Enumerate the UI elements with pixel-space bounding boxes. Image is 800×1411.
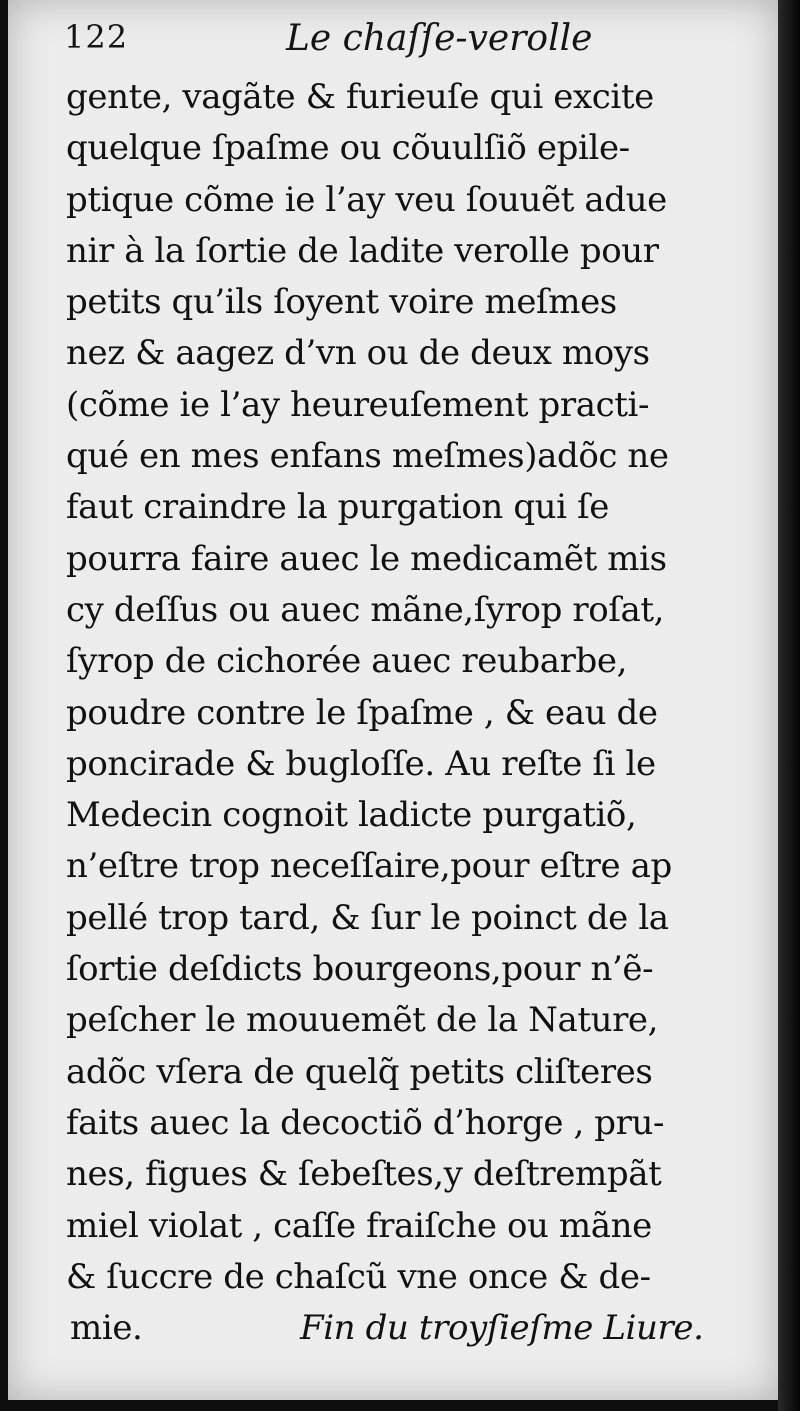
- text-line: gente, vagãte & furieuſe qui excite: [66, 77, 654, 117]
- text-line: quelque ſpaſme ou cõuulſiõ epile-: [66, 128, 630, 169]
- book-end-note: Fin du troyſieſme Liure.: [300, 1308, 704, 1349]
- text-line: nir à la ſortie de ladite verolle pour: [66, 230, 659, 271]
- text-line: pourra faire auec le medicamẽt mis: [66, 538, 667, 579]
- text-line: nes, figues & ſebeſtes,y deſtrempãt: [66, 1154, 662, 1195]
- text-line: petits qu’ils ſoyent voire meſmes: [66, 282, 617, 323]
- text-line: pellé trop tard, & ſur le poinct de la: [66, 897, 669, 938]
- text-line: adõc vſera de quelq̃ petits cliſteres: [66, 1051, 653, 1092]
- text-line: (cõme ie l’ay heureuſement practi-: [66, 384, 650, 425]
- text-line: ſyrop de cichorée auec reubarbe,: [66, 641, 627, 682]
- text-line: cy deſſus ou auec mãne,ſyrop roſat,: [66, 589, 665, 630]
- page-header: [8, 18, 778, 68]
- text-line: poncirade & bugloſſe. Au reſte ſi le: [66, 743, 656, 784]
- text-line: Medecin cognoit ladicte purgatiõ,: [66, 795, 637, 836]
- text-line: miel violat , caſſe fraiſche ou mãne: [66, 1205, 652, 1246]
- running-title: Le chaſſe-verolle: [286, 18, 593, 59]
- text-line: qué en mes enfans meſmes)adõc ne: [66, 436, 669, 477]
- text-line: faits auec la decoctiõ d’horge , pru-: [66, 1102, 665, 1143]
- text-line: nez & aagez d’vn ou de deux moys: [66, 333, 650, 374]
- final-line: [66, 1303, 778, 1354]
- last-word: mie.: [70, 1308, 143, 1349]
- page-number: 122: [64, 18, 129, 56]
- text-line: ſortie deſdicts bourgeons,pour n’ẽ-: [66, 949, 654, 990]
- text-line: n’eſtre trop neceſſaire,pour eſtre ap: [66, 846, 672, 887]
- text-line: poudre contre le ſpaſme , & eau de: [66, 692, 658, 733]
- text-line: peſcher le mouuemẽt de la Nature,: [66, 1000, 659, 1041]
- book-spine-shadow: [778, 0, 800, 1411]
- body-text: [66, 72, 778, 1354]
- book-page: [8, 0, 778, 1400]
- text-line: faut craindre la purgation qui ſe: [66, 487, 609, 528]
- text-line: ptique cõme ie l’ay veu ſouuẽt adue: [66, 179, 667, 220]
- text-line: & ſuccre de chaſcũ vne once & de-: [66, 1256, 651, 1297]
